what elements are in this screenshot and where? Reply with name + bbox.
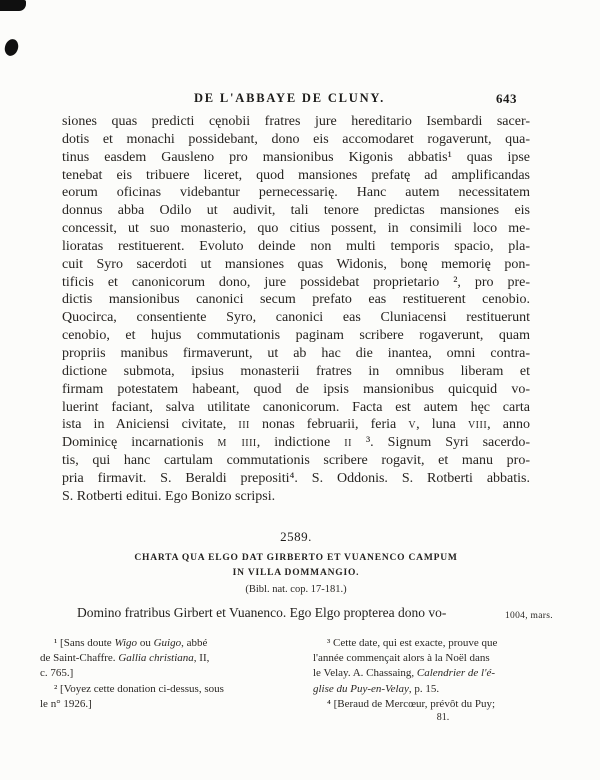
footnote-line: glise du Puy-en-Velay, p. 15. (313, 682, 440, 695)
latin-text-line: pria firmavit. S. Beraldi prepositi⁴. S. Oddonis. S. Rotberti abbatis. (62, 470, 530, 486)
latin-text-line: luerint faciant, salva utilitate canonicorum. Facta est autem hęc carta (62, 399, 530, 415)
running-header (62, 91, 517, 109)
charter-opening-line: Domino fratribus Girbert et Vuanenco. Ego Elgo propterea dono vo- (77, 605, 447, 620)
footnote-line: c. 765.] (40, 667, 74, 680)
footnote-line: ² [Voyez cette donation ci-dessus, sous (54, 682, 224, 695)
margin-date-note: 1004, mars. (505, 611, 553, 621)
latin-text-line: siones quas predicti cęnobii fratres jure hereditario Isembardi sacer- (62, 114, 530, 129)
latin-text-line: ista in Aniciensi civitate, iii nonas februarii, feria v, luna viii, anno (62, 417, 530, 433)
latin-text-line: dotis et monachi possidebant, dono eis accomodaret rogaverunt, qua- (62, 131, 530, 147)
latin-text-line: firmam potestatem habeant, quod de ipsis mansionibus quicquid vo- (62, 381, 530, 397)
gathering-signature-mark: 81. (436, 712, 450, 723)
latin-text-line: propriis manibus firmaverunt, ut ab hac die inantea, omni contra- (62, 345, 530, 361)
footnotes-left-column (40, 636, 291, 712)
latin-text-line: lioratas restituerent. Evoluto deinde non multi temporis spacio, pla- (62, 238, 530, 254)
footnote-line: le n° 1926.] (40, 697, 92, 710)
latin-text-line: S. Rotberti editui. Ego Bonizo scripsi. (62, 488, 276, 504)
latin-text-line: tenebat eis tribuere liceret, quod mansiones prefatę ad amplificandas (62, 167, 530, 183)
latin-charter-text (62, 113, 530, 506)
latin-text-line: tis, qui hanc cartulam commutationis scribere rogavit, et manu pro- (62, 453, 530, 469)
latin-text-line: tinus easdem Gausleno pro mansionibus Kigonis abbatis¹ quas ipse (62, 149, 530, 165)
latin-text-line: Dominicę incarnationis m iiii, indictione ii ³. Signum Syri sacerdo- (62, 435, 531, 451)
footnote-line: ³ Cette date, qui est exacte, prouve que (327, 637, 498, 649)
scan-ink-mark-top (0, 0, 26, 11)
latin-text-line: dictione submota, ipsius monasterii fratres in omnibus liberam et (62, 363, 530, 379)
footnote-line: ⁴ [Beraud de Mercœur, prévôt du Puy; (327, 697, 496, 710)
footnote-line: ¹ [Sans doute Wigo ou Guigo, abbé (54, 637, 208, 649)
page-title: DE L'ABBAYE DE CLUNY. (193, 91, 386, 105)
charter-source-citation: (Bibl. nat. cop. 17-181.) (245, 584, 347, 595)
page-number: 643 (496, 91, 517, 106)
footnotes-block (40, 636, 564, 712)
latin-text-line: cuit Syro sacerdoti ut mansiones quas Widonis, bonę memorię pon- (62, 256, 530, 272)
footnotes-right-column (313, 636, 564, 712)
latin-text-line: eorum oficinas videbantur pernecessarię. Hanc autem necessitatem (62, 185, 530, 201)
latin-text-line: cenobio, et hujus commutationis paginam scribere rogaverunt, quam (62, 328, 530, 344)
footnote-line: de Saint-Chaffre. Gallia christiana, II, (40, 652, 210, 665)
latin-text-line: donnus abba Odilo ut audivit, tali tenore predictas mansiones eis (62, 203, 530, 219)
footnote-line: le Velay. A. Chassaing, Calendrier de l'é- (313, 667, 496, 680)
footnote-line: l'année commençait alors à la Noël dans (313, 652, 490, 665)
charter-number: 2589. (280, 529, 312, 544)
latin-text-line: concessit, ut suo monasterio, quo citius possent, in consimili loco me- (62, 221, 530, 237)
latin-text-line: Quocirca, consentiente Syro, canonici eas Cluniacensi restituerunt (62, 310, 530, 326)
charter-heading-line2: IN VILLA DOMMANGIO. (232, 567, 360, 578)
scan-ink-mark-left (3, 37, 21, 57)
latin-text-line: tificis et canonicorum dono, jure possidebat proprietario ², pro pre- (62, 274, 530, 290)
charter-heading-line1: CHARTA QUA ELGO DAT GIRBERTO ET VUANENCO CAMPUM (134, 553, 458, 563)
latin-text-line: dictis mansionibus canonici secum prefato eas restituerent cenobio. (62, 292, 530, 308)
charter-heading (62, 551, 530, 580)
